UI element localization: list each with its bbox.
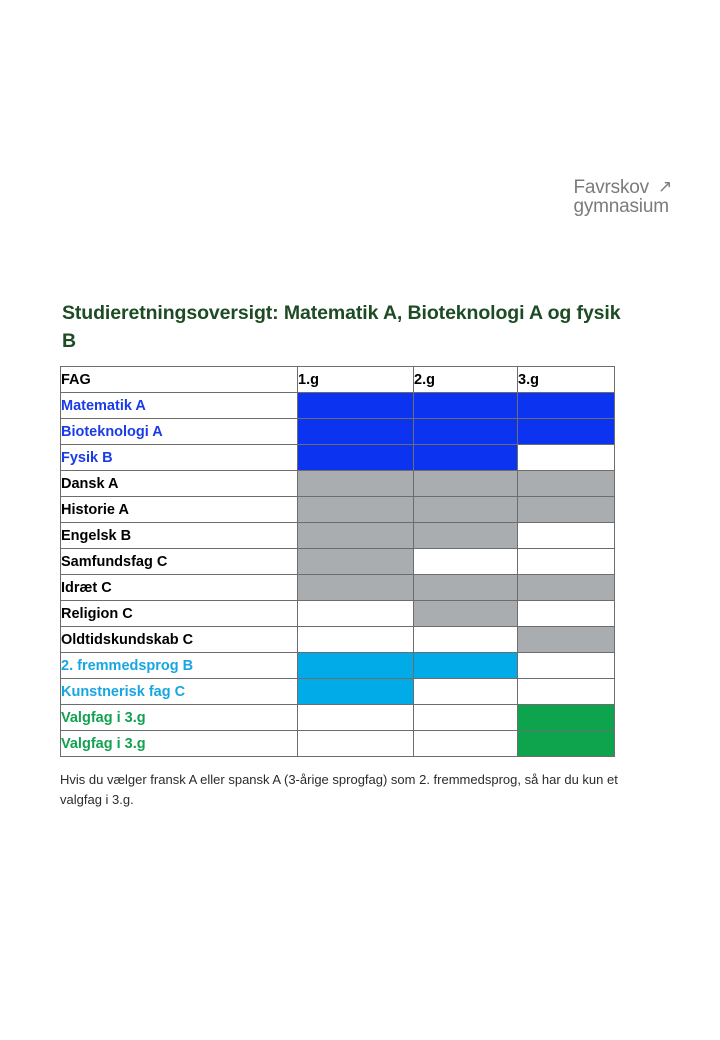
subject-cell: Historie A (61, 497, 298, 523)
subject-cell: Idræt C (61, 575, 298, 601)
year-cell-1g-blue (298, 419, 414, 445)
subject-cell: 2. fremmedsprog B (61, 653, 298, 679)
column-header-1g: 1.g (298, 367, 414, 393)
table-body (61, 393, 615, 757)
year-cell-3g-blue (518, 393, 615, 419)
page-title: Studieretningsoversigt: Matematik A, Bioteknologi A og fysik B (62, 302, 621, 352)
subject-cell: Samfundsfag C (61, 549, 298, 575)
year-cell-1g-gray (298, 575, 414, 601)
column-header-2g: 2.g (414, 367, 518, 393)
subject-cell: Kunstnerisk fag C (61, 679, 298, 705)
year-cell-2g-none (414, 627, 518, 653)
year-cell-1g-blue (298, 445, 414, 471)
column-header-3g: 3.g (518, 367, 615, 393)
year-cell-3g-green (518, 731, 615, 757)
column-header-fag: FAG (61, 367, 298, 393)
footnote-text: Hvis du vælger fransk A eller spansk A (3-årige sprogfag) som 2. fremmedsprog, så har du kun et valgfag i 3.g. (60, 772, 618, 808)
table-row (61, 471, 615, 497)
year-cell-1g-gray (298, 549, 414, 575)
year-cell-2g-blue (414, 393, 518, 419)
year-cell-3g-none (518, 679, 615, 705)
logo-name-favrskov: Favrskov (573, 177, 649, 198)
year-cell-2g-blue (414, 445, 518, 471)
table-row (61, 627, 615, 653)
subject-cell: Engelsk B (61, 523, 298, 549)
year-cell-1g-gray (298, 497, 414, 523)
year-cell-1g-none (298, 601, 414, 627)
subject-cell: Bioteknologi A (61, 419, 298, 445)
year-cell-2g-gray (414, 497, 518, 523)
studieretning-table-wrapper (60, 366, 614, 757)
year-cell-2g-none (414, 679, 518, 705)
table-row (61, 497, 615, 523)
table-row (61, 419, 615, 445)
subject-cell: Valgfag i 3.g (61, 731, 298, 757)
year-cell-1g-none (298, 731, 414, 757)
year-cell-3g-green (518, 705, 615, 731)
year-cell-1g-cyan (298, 679, 414, 705)
table-row (61, 523, 615, 549)
arrow-up-right-icon: ↗ (657, 177, 672, 197)
year-cell-2g-gray (414, 575, 518, 601)
table-row (61, 731, 615, 757)
year-cell-2g-none (414, 549, 518, 575)
year-cell-2g-gray (414, 523, 518, 549)
year-cell-2g-blue (414, 419, 518, 445)
table-row (61, 549, 615, 575)
year-cell-3g-none (518, 601, 615, 627)
table-row (61, 601, 615, 627)
year-cell-3g-none (518, 653, 615, 679)
year-cell-2g-gray (414, 601, 518, 627)
subject-cell: Fysik B (61, 445, 298, 471)
table-row (61, 393, 615, 419)
year-cell-1g-none (298, 627, 414, 653)
year-cell-2g-cyan (414, 653, 518, 679)
year-cell-2g-gray (414, 471, 518, 497)
year-cell-3g-gray (518, 627, 615, 653)
year-cell-1g-blue (298, 393, 414, 419)
year-cell-3g-gray (518, 575, 615, 601)
year-cell-1g-gray (298, 523, 414, 549)
year-cell-2g-none (414, 705, 518, 731)
year-cell-1g-none (298, 705, 414, 731)
year-cell-1g-cyan (298, 653, 414, 679)
year-cell-3g-none (518, 445, 615, 471)
table-row (61, 575, 615, 601)
subject-cell: Oldtidskundskab C (61, 627, 298, 653)
table-row (61, 705, 615, 731)
logo-line-1 (573, 178, 672, 197)
year-cell-2g-none (414, 731, 518, 757)
subject-cell: Religion C (61, 601, 298, 627)
studieretning-table (60, 366, 615, 757)
table-row (61, 653, 615, 679)
year-cell-1g-gray (298, 471, 414, 497)
school-logo (573, 178, 672, 217)
subject-cell: Dansk A (61, 471, 298, 497)
table-row (61, 445, 615, 471)
logo-name-gymnasium: gymnasium (573, 196, 669, 218)
table-row (61, 679, 615, 705)
year-cell-3g-gray (518, 471, 615, 497)
year-cell-3g-blue (518, 419, 615, 445)
subject-cell: Matematik A (61, 393, 298, 419)
year-cell-3g-none (518, 549, 615, 575)
table-header-row (61, 367, 615, 393)
subject-cell: Valgfag i 3.g (61, 705, 298, 731)
year-cell-3g-none (518, 523, 615, 549)
year-cell-3g-gray (518, 497, 615, 523)
